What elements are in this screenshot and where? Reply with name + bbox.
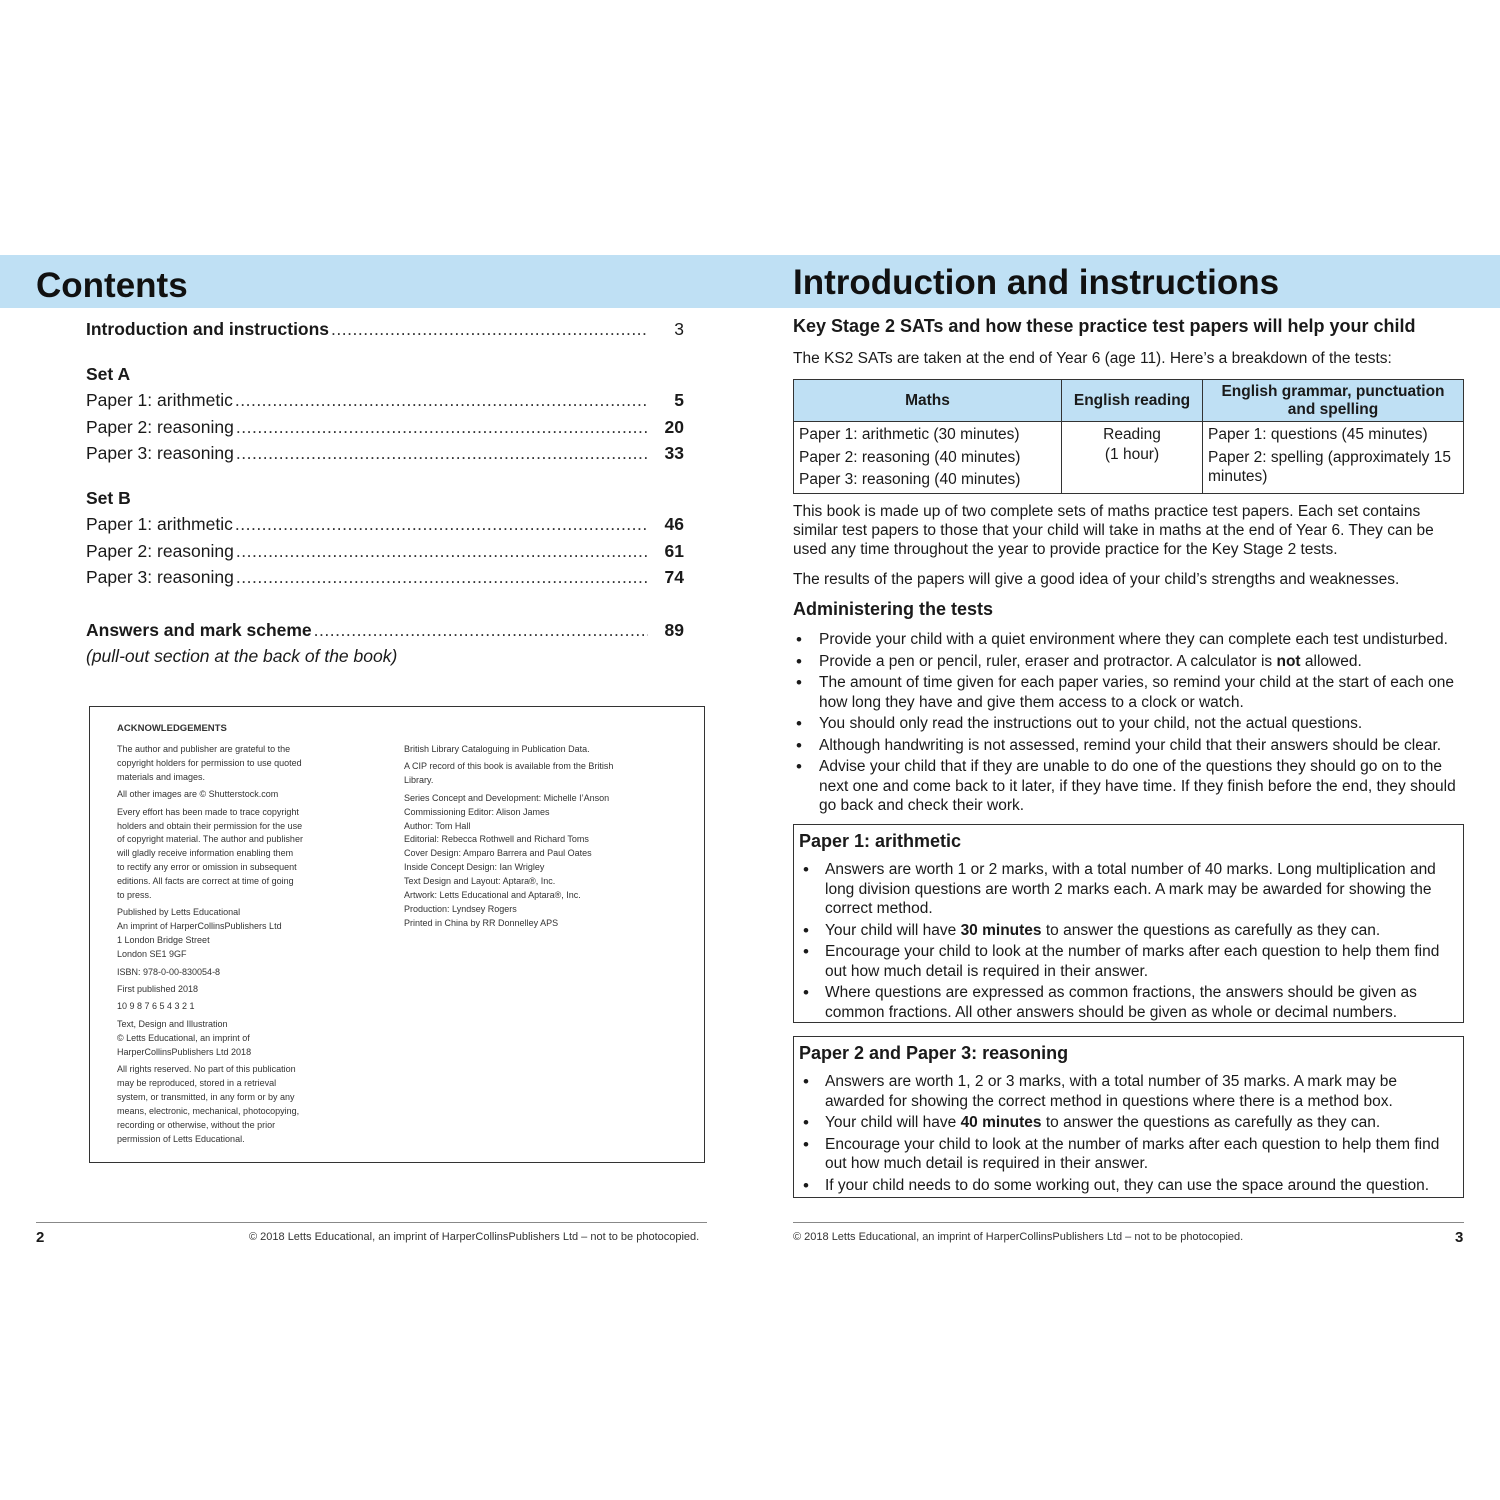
- toc-label: Paper 3: reasoning: [86, 567, 234, 587]
- list-item: • Although handwriting is not assessed, remind your child that their answers should be clear.: [793, 736, 1465, 756]
- toc-entry-answers[interactable]: [86, 617, 684, 644]
- ack-paragraph: Every effort has been made to trace copyright holders and obtain their permission for the use of copyright material. The author and publisher will gladly receive information enabling them to rectify any error or omission in subsequent editions. All facts are correct at time of going to press.: [117, 806, 303, 901]
- toc-set-a-heading: Set A: [86, 363, 131, 384]
- ack-paragraph: All rights reserved. No part of this publication may be reproduced, stored in a retrieval system, or transmitted, in any form or by any means, electronic, mechanical, photocopying, recording or otherwise, without the prior permission of Letts Educational.: [117, 1064, 300, 1144]
- list-item-text: Your child will have: [825, 1114, 961, 1131]
- footer-rule-right: [793, 1222, 1464, 1223]
- table-cell-line: Paper 2: reasoning (40 minutes): [799, 448, 1021, 466]
- table-cell-line: Reading: [1103, 426, 1161, 443]
- intro-title: Introduction and instructions: [793, 263, 1280, 302]
- ack-paragraph: The author and publisher are grateful to the copyright holders for permission to use quoted materials and images.: [117, 744, 302, 782]
- toc-page-number: 33: [664, 443, 684, 463]
- toc-page-number: 5: [674, 390, 684, 410]
- tests-breakdown-table: [793, 379, 1464, 494]
- table-cell-maths: [794, 422, 1062, 494]
- list-item: • The amount of time given for each paper varies, so remind your child at the start of each one how long they have and give them access to a clock or watch.: [793, 673, 1465, 712]
- paper23-info-box: [793, 1036, 1464, 1198]
- list-item: • You should only read the instructions out to your child, not the actual questions.: [793, 714, 1465, 734]
- table-cell-line: Paper 1: arithmetic (30 minutes): [799, 426, 1020, 443]
- intro-line: The KS2 SATs are taken at the end of Year 6 (age 11). Here’s a breakdown of the tests:: [793, 350, 1392, 367]
- administering-list: [793, 630, 1465, 818]
- administering-heading: Administering the tests: [793, 599, 994, 619]
- table-header-reading: English reading: [1062, 380, 1203, 422]
- toc-entry[interactable]: [86, 387, 684, 414]
- list-item: • Encourage your child to look at the number of marks after each question to help them find out how much detail is required in their answer.: [799, 1135, 1458, 1174]
- list-item-text: to answer the questions as carefully as they can.: [1041, 1114, 1381, 1131]
- toc-page-number: 61: [664, 540, 684, 561]
- list-item-text: to answer the questions as carefully as they can.: [1041, 921, 1381, 939]
- ack-paragraph: All other images are © Shutterstock.com: [117, 789, 279, 800]
- ack-paragraph: Text, Design and Illustration © Letts Educational, an imprint of HarperCollinsPublishers Ltd 2018: [117, 1018, 252, 1057]
- page-number-left: 2: [36, 1229, 45, 1246]
- list-item: • Provide your child with a quiet environment where they can complete each test undisturbed.: [793, 630, 1465, 650]
- footer-copyright-left: © 2018 Letts Educational, an imprint of HarperCollinsPublishers Ltd – not to be photocopied.: [249, 1231, 700, 1243]
- table-cell-reading: [1062, 422, 1203, 494]
- paper1-list: [799, 860, 1458, 1022]
- list-item-emphasis: 40 minutes: [960, 1114, 1042, 1131]
- list-item: • Answers are worth 1, 2 or 3 marks, with a total number of 35 marks. A mark may be awarded for showing the correct method in questions where there is a method box.: [799, 1072, 1458, 1111]
- toc-entry[interactable]: [86, 440, 684, 467]
- toc-label: Paper 1: arithmetic: [86, 390, 233, 410]
- toc-entry[interactable]: [86, 564, 684, 591]
- ack-paragraph: First published 2018: [117, 984, 199, 994]
- table-cell-gps: [1203, 422, 1464, 494]
- list-item: • Where questions are expressed as common fractions, the answers should be given as common fractions. All other answers should be given as whole or decimal numbers.: [799, 983, 1458, 1022]
- toc-leader: [235, 387, 648, 414]
- list-item: • If your child needs to do some working out, they can use the space around the question.: [799, 1176, 1458, 1196]
- footer-rule-left: [36, 1222, 707, 1223]
- table-header-gps: English grammar, punctuation and spelling: [1203, 380, 1464, 422]
- list-item: • Advise your child that if they are unable to do one of the questions they should go on to the next one and come back to it later, if they have time. If they finish before the end, they should go back and check their work.: [793, 757, 1465, 816]
- list-item: [799, 1113, 1458, 1133]
- acknowledgements-box: [89, 706, 705, 1163]
- acknowledgements-column-1: [117, 743, 332, 1150]
- toc-label: Paper 3: reasoning: [86, 443, 234, 463]
- paragraph-overview: This book is made up of two complete sets of maths practice test papers. Each set contains similar test papers to those that your child will take in maths at the end of Year 6. They can be used any time throughout the year to provide practice for the Key Stage 2 tests.: [793, 503, 1434, 559]
- paper1-info-box: [793, 824, 1464, 1023]
- list-item-text: Your child will have: [825, 921, 961, 939]
- paper23-list: [799, 1072, 1458, 1195]
- toc-leader: [236, 440, 648, 467]
- paper1-heading: Paper 1: arithmetic: [799, 831, 962, 851]
- ack-paragraph: ISBN: 978-0-00-830054-8: [117, 966, 221, 977]
- toc-set-b-heading: Set B: [86, 487, 131, 508]
- table-cell-line: Paper 1: questions (45 minutes): [1208, 426, 1428, 443]
- toc-leader: [236, 564, 648, 591]
- list-item: [793, 652, 1465, 672]
- toc-label: Paper 2: reasoning: [86, 540, 234, 561]
- subtitle: Key Stage 2 SATs and how these practice test papers will help your child: [793, 316, 1416, 336]
- toc-page-number: 89: [664, 619, 684, 640]
- list-item-text: allowed.: [1300, 652, 1362, 670]
- page-number-right: 3: [1455, 1229, 1464, 1246]
- toc-answers-note: (pull-out section at the back of the book): [86, 646, 398, 666]
- list-item-emphasis: not: [1276, 652, 1301, 670]
- table-cell-line: Paper 3: reasoning (40 minutes): [799, 471, 1021, 488]
- toc-entry[interactable]: [86, 414, 684, 441]
- toc-leader: [236, 414, 648, 441]
- list-item: • Encourage your child to look at the number of marks after each question to help them find out how much detail is required in their answer.: [799, 942, 1458, 981]
- toc-leader: [236, 538, 648, 565]
- toc-leader: [235, 511, 648, 538]
- paper23-heading: Paper 2 and Paper 3: reasoning: [799, 1043, 1069, 1063]
- toc-entry[interactable]: [86, 511, 684, 538]
- table-of-contents: [86, 316, 684, 670]
- table-cell-line: (1 hour): [1104, 446, 1160, 463]
- toc-page-number: 3: [674, 319, 684, 339]
- acknowledgements-column-2: [404, 743, 644, 934]
- footer-copyright-right: © 2018 Letts Educational, an imprint of HarperCollinsPublishers Ltd – not to be photocopied.: [793, 1231, 1244, 1243]
- ack-paragraph: Published by Letts Educational An imprint of HarperCollinsPublishers Ltd 1 London Bridge Street London SE1 9GF: [117, 907, 282, 960]
- toc-page-number: 20: [664, 416, 684, 437]
- list-item: [799, 921, 1458, 941]
- toc-page-number: 74: [664, 567, 684, 587]
- toc-entry[interactable]: [86, 538, 684, 565]
- toc-page-number: 46: [664, 514, 684, 534]
- toc-leader: [314, 617, 648, 644]
- ack-paragraph: British Library Cataloguing in Publication Data.: [404, 744, 590, 754]
- table-cell-line: Paper 2: spelling (approximately 15 minutes): [1208, 448, 1451, 485]
- contents-title: Contents: [36, 266, 188, 305]
- paragraph-results: The results of the papers will give a good idea of your child’s strengths and weaknesses.: [793, 571, 1400, 588]
- list-item: • Answers are worth 1 or 2 marks, with a total number of 40 marks. Long multiplication and long division questions are worth 2 marks each. A mark may be awarded for showing the correct method.: [799, 860, 1458, 919]
- toc-label: Paper 1: arithmetic: [86, 514, 233, 534]
- table-header-maths: Maths: [794, 380, 1062, 422]
- ack-paragraph: Series Concept and Development: Michelle I’Anson Commissioning Editor: Alison James Author: Tom Hall Editorial: Rebecca Rothwell and Richard Toms Cover Design: Amparo Barrera and Paul Oates Inside Concept Design: Ian Wrigley Text Design and Layout: Aptara®, Inc. Artwork: Letts Educational and Aptara®, Inc. Production: Lyndsey Rogers Printed in China by RR Donnelley APS: [404, 792, 610, 928]
- toc-label: Introduction and instructions: [86, 319, 330, 339]
- acknowledgements-title: ACKNOWLEDGEMENTS: [117, 723, 227, 734]
- list-item-emphasis: 30 minutes: [960, 921, 1042, 939]
- list-item-text: Provide a pen or pencil, ruler, eraser and protractor. A calculator is: [819, 652, 1277, 670]
- toc-label: Paper 2: reasoning: [86, 416, 234, 437]
- toc-leader: [331, 316, 648, 343]
- toc-entry-intro[interactable]: [86, 316, 684, 343]
- ack-paragraph: 10 9 8 7 6 5 4 3 2 1: [117, 1001, 195, 1012]
- toc-label: Answers and mark scheme: [86, 619, 312, 640]
- ack-paragraph: A CIP record of this book is available from the British Library.: [404, 761, 614, 786]
